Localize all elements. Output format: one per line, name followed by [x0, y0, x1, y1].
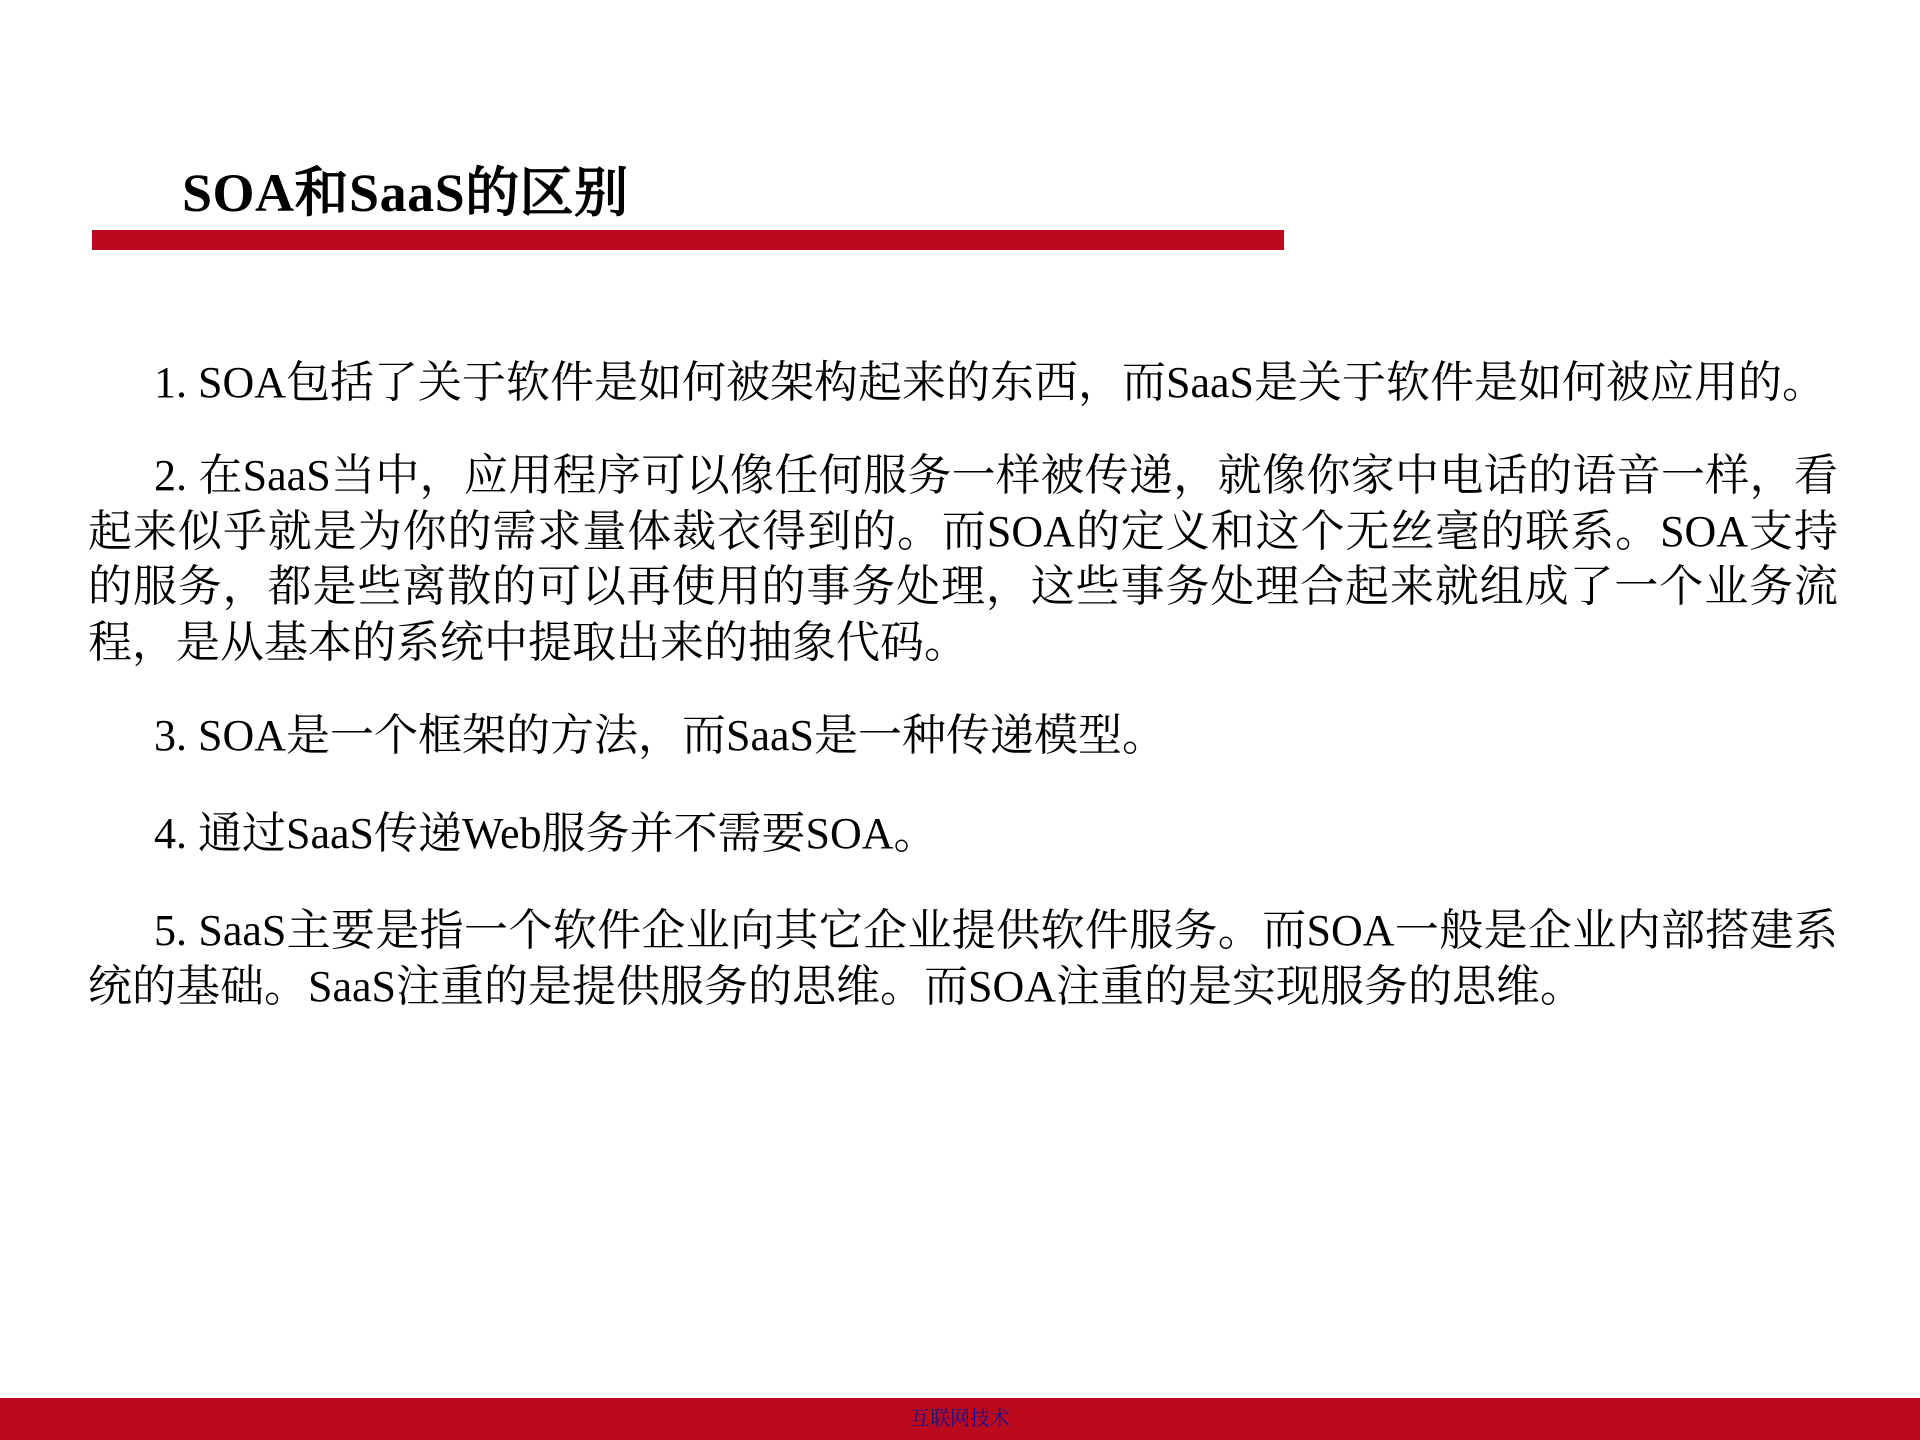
body-paragraph-3: 3. SOA是一个框架的方法，而SaaS是一种传递模型。	[154, 711, 1167, 761]
body-paragraph-2: 2. 在SaaS当中，应用程序可以像任何服务一样被传递，就像你家中电话的语音一样，看起来似乎就是为你的需求量体裁衣得到的。而SOA的定义和这个无丝毫的联系。SOA支持的服务，都是些离散的可以再使用的事务处理，这些事务处理合起来就组成了一个业务流程，是从基本的系统中提取出来的抽象代码。	[88, 451, 1838, 667]
body-paragraph-4: 4. 通过SaaS传递Web服务并不需要SOA。	[154, 808, 938, 858]
body-paragraph-5: 5. SaaS主要是指一个软件企业向其它企业提供软件服务。而SOA一般是企业内部搭建系统的基础。SaaS注重的是提供服务的思维。而SOA注重的是实现服务的思维。	[88, 906, 1838, 1011]
slide-body	[88, 355, 1838, 1014]
body-paragraph-1: 1. SOA包括了关于软件是如何被架构起来的东西，而SaaS是关于软件是如何被应用的。	[154, 358, 1827, 407]
footer-label: 互联网技术	[910, 1408, 1010, 1430]
footer-bar	[0, 1398, 1920, 1440]
title-underline-rule	[92, 230, 1284, 250]
page-title: SOA和SaaS的区别	[182, 163, 629, 224]
